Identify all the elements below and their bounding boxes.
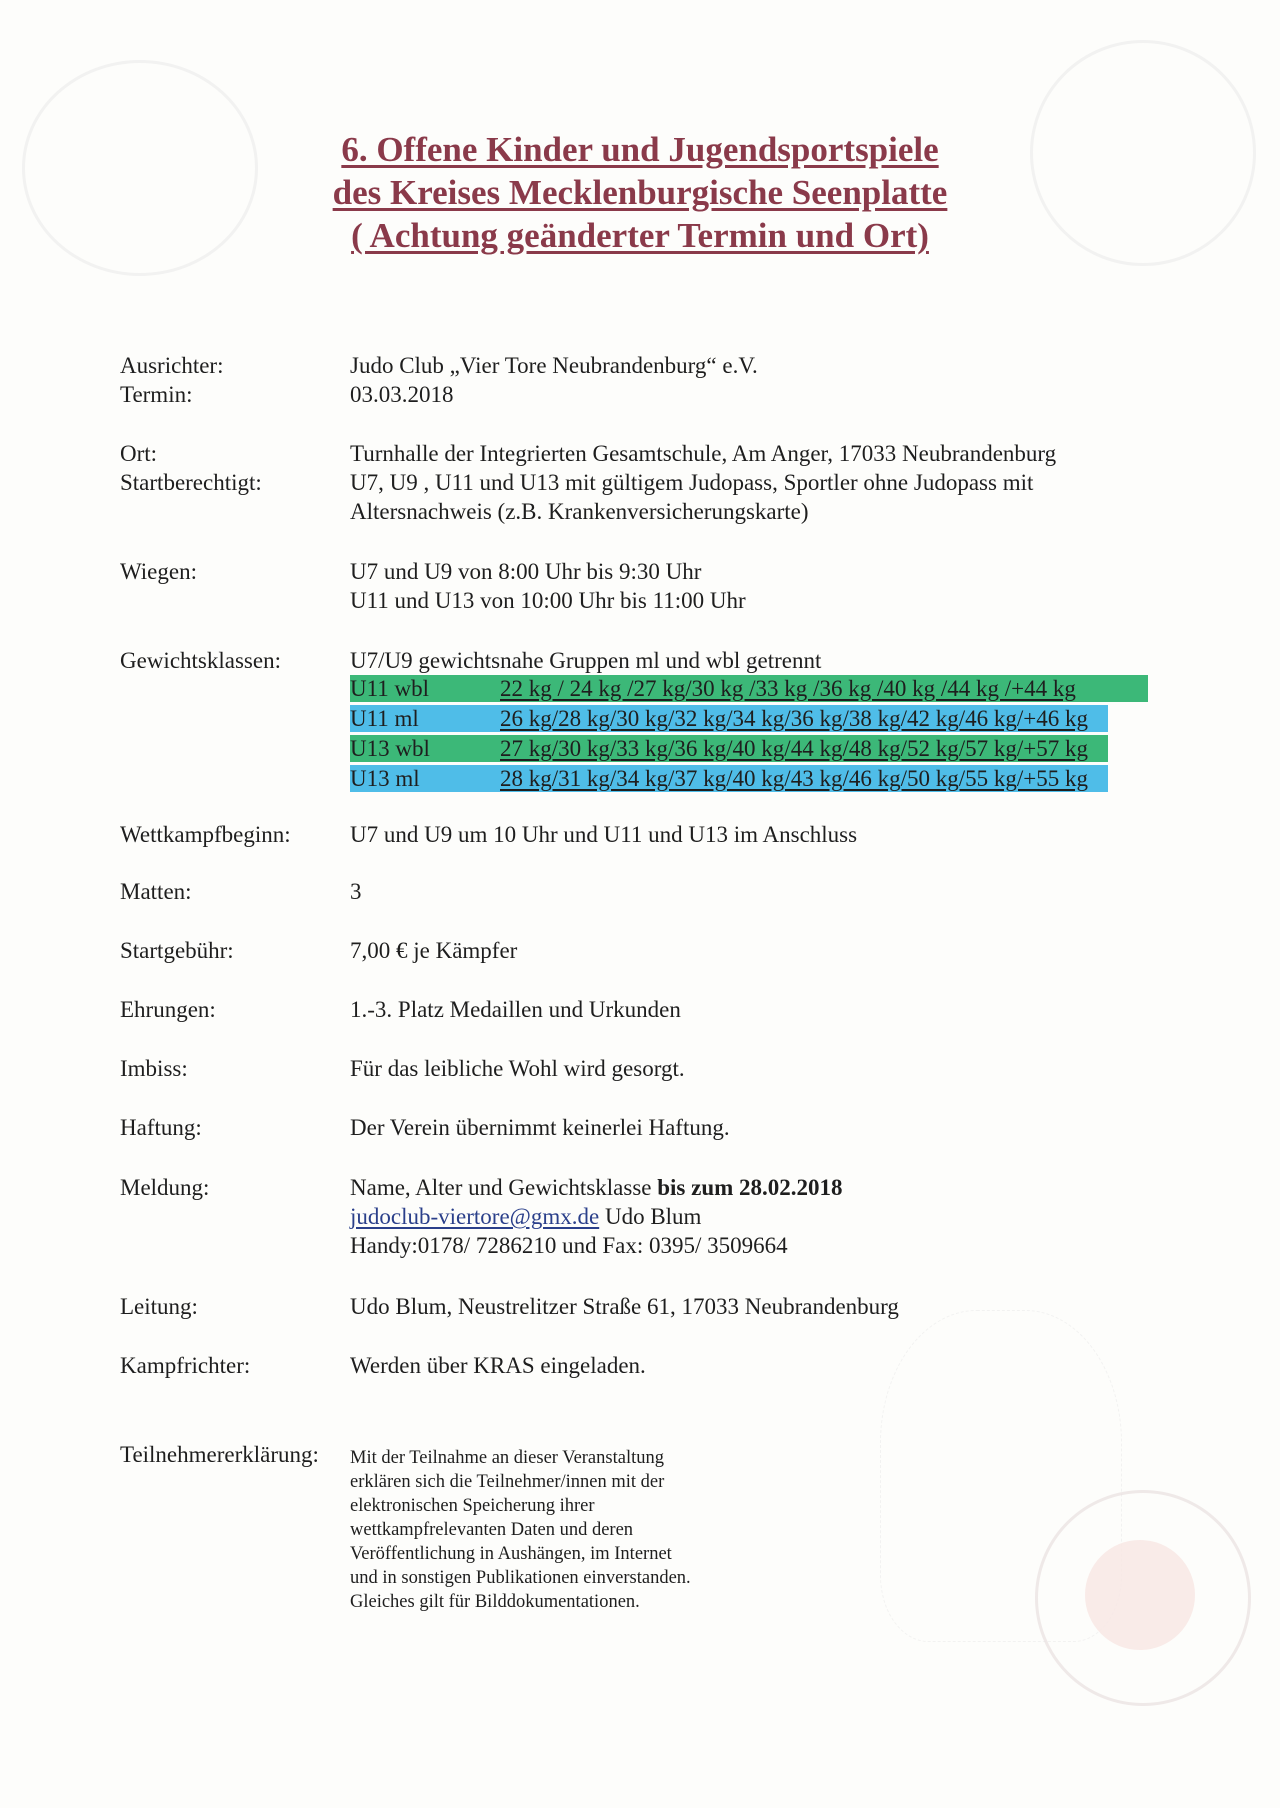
weight-class-name: U13 wbl xyxy=(350,736,430,761)
weight-class-weights: 22 kg / 24 kg /27 kg/30 kg /33 kg /36 kg /40 kg /44 kg /+44 kg xyxy=(500,676,1076,701)
meldung-deadline: bis zum 28.02.2018 xyxy=(657,1175,843,1200)
teilnehmer-line: und in sonstigen Publikationen einverstanden. xyxy=(350,1568,691,1588)
teilnehmer-label: Teilnehmererklärung: xyxy=(120,1442,319,1467)
weight-class-row xyxy=(350,765,1108,792)
wettkampfbeginn-label: Wettkampfbeginn: xyxy=(120,822,291,847)
wiegen-line-2: U11 und U13 von 10:00 Uhr bis 11:00 Uhr xyxy=(350,588,746,613)
teilnehmer-text xyxy=(350,1446,770,1614)
haftung-label: Haftung: xyxy=(120,1115,202,1140)
ort-value: Turnhalle der Integrierten Gesamtschule, Am Anger, 17033 Neubrandenburg xyxy=(350,441,1057,466)
imbiss-value: Für das leibliche Wohl wird gesorgt. xyxy=(350,1056,685,1081)
meldung-line-3: Handy:0178/ 7286210 und Fax: 0395/ 3509664 xyxy=(350,1233,788,1258)
termin-label: Termin: xyxy=(120,382,193,407)
haftung-value: Der Verein übernimmt keinerlei Haftung. xyxy=(350,1115,730,1140)
club-stamp-inner xyxy=(1085,1540,1195,1650)
weight-class-weights: 27 kg/30 kg/33 kg/36 kg/40 kg/44 kg/48 kg/52 kg/57 kg/+57 kg xyxy=(500,736,1088,761)
weight-class-name: U11 wbl xyxy=(350,676,430,701)
meldung-label: Meldung: xyxy=(120,1175,210,1200)
ehrungen-value: 1.-3. Platz Medaillen und Urkunden xyxy=(350,997,681,1022)
kampfrichter-label: Kampfrichter: xyxy=(120,1353,251,1378)
leitung-value: Udo Blum, Neustrelitzer Straße 61, 17033 Neubrandenburg xyxy=(350,1294,899,1319)
teilnehmer-line: Veröffentlichung in Aushängen, im Internet xyxy=(350,1544,672,1564)
ort-label: Ort: xyxy=(120,441,158,466)
title-line-1: 6. Offene Kinder und Jugendsportspiele xyxy=(341,130,939,169)
wiegen-label: Wiegen: xyxy=(120,559,197,584)
startberechtigt-line-2: Altersnachweis (z.B. Krankenversicherungskarte) xyxy=(350,499,809,524)
teilnehmer-line: Mit der Teilnahme an dieser Veranstaltung xyxy=(350,1448,664,1468)
teilnehmer-line: wettkampfrelevanten Daten und deren xyxy=(350,1520,634,1540)
ausrichter-value: Judo Club „Vier Tore Neubrandenburg“ e.V. xyxy=(350,353,758,378)
gewichtsklassen-intro: U7/U9 gewichtsnahe Gruppen ml und wbl getrennt xyxy=(350,648,822,673)
weight-class-row xyxy=(350,735,1108,762)
teilnehmer-line: Gleiches gilt für Bilddokumentationen. xyxy=(350,1592,640,1612)
title-line-2: des Kreises Mecklenburgische Seenplatte xyxy=(332,173,948,212)
kampfrichter-value: Werden über KRAS eingeladen. xyxy=(350,1353,646,1378)
title-line-3: ( Achtung geänderter Termin und Ort) xyxy=(351,216,929,255)
startberechtigt-label: Startberechtigt: xyxy=(120,470,262,495)
weight-class-name: U13 ml xyxy=(350,766,420,791)
ausrichter-label: Ausrichter: xyxy=(120,353,224,378)
matten-value: 3 xyxy=(350,879,362,904)
wettkampfbeginn-value: U7 und U9 um 10 Uhr und U11 und U13 im Anschluss xyxy=(350,822,858,847)
meldung-text: Name, Alter und Gewichtsklasse xyxy=(350,1175,658,1200)
startberechtigt-line-1: U7, U9 , U11 und U13 mit gültigem Judopass, Sportler ohne Judopass mit xyxy=(350,470,1034,495)
weight-class-weights: 26 kg/28 kg/30 kg/32 kg/34 kg/36 kg/38 kg/42 kg/46 kg/+46 kg xyxy=(500,706,1088,731)
weight-class-weights: 28 kg/31 kg/34 kg/37 kg/40 kg/43 kg/46 kg/50 kg/55 kg/+55 kg xyxy=(500,766,1088,791)
document-title xyxy=(0,128,1280,257)
weight-class-name: U11 ml xyxy=(350,706,419,731)
weight-class-row xyxy=(350,675,1148,702)
leitung-label: Leitung: xyxy=(120,1294,198,1319)
imbiss-label: Imbiss: xyxy=(120,1056,188,1081)
wiegen-line-1: U7 und U9 von 8:00 Uhr bis 9:30 Uhr xyxy=(350,559,702,584)
teilnehmer-line: erklären sich die Teilnehmer/innen mit der xyxy=(350,1472,665,1492)
weight-class-row xyxy=(350,705,1108,732)
meldung-line-1 xyxy=(350,1173,843,1202)
meldung-contact: Udo Blum xyxy=(599,1204,702,1229)
termin-value: 03.03.2018 xyxy=(350,382,454,407)
ehrungen-label: Ehrungen: xyxy=(120,997,216,1022)
startgebuehr-value: 7,00 € je Kämpfer xyxy=(350,938,518,963)
gewichtsklassen-label: Gewichtsklassen: xyxy=(120,648,281,673)
meldung-email-link[interactable]: judoclub-viertore@gmx.de xyxy=(350,1204,600,1229)
meldung-line-2 xyxy=(350,1202,701,1231)
startgebuehr-label: Startgebühr: xyxy=(120,938,234,963)
matten-label: Matten: xyxy=(120,879,192,904)
teilnehmer-line: elektronischen Speicherung ihrer xyxy=(350,1496,595,1516)
